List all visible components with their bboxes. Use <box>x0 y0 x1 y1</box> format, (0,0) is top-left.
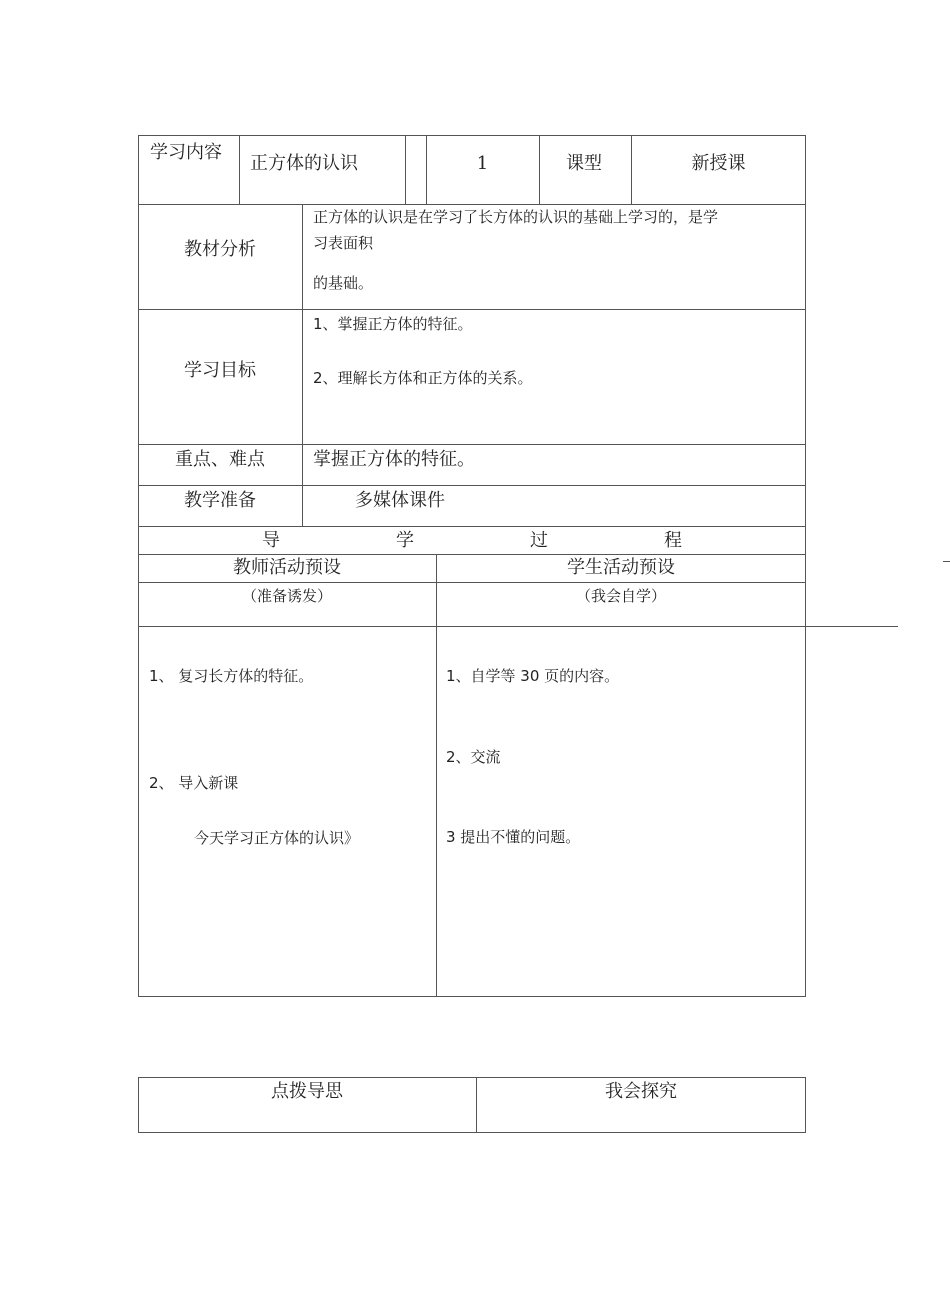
process-title-char-3: 过 <box>530 530 548 551</box>
goal-item-2: 2、理解长方体和正方体的关系。 <box>313 369 533 387</box>
stray-mark <box>943 561 950 562</box>
label-learning-goals: 学习目标 <box>184 360 256 381</box>
label-learning-content: 学习内容 <box>150 142 222 163</box>
guidance-right-header: 我会探究 <box>605 1081 677 1102</box>
goal-item-1: 1、掌握正方体的特征。 <box>313 315 473 333</box>
student-item-2: 2、交流 <box>446 748 501 766</box>
label-lesson-type: 课型 <box>566 153 602 174</box>
process-title-char-2: 学 <box>396 530 414 551</box>
teacher-item-3: 今天学习正方体的认识》 <box>194 829 360 847</box>
key-points-value: 掌握正方体的特征。 <box>313 449 475 470</box>
teacher-activity-header: 教师活动预设 <box>233 557 341 578</box>
teacher-item-2: 2、 导入新课 <box>149 774 239 792</box>
process-title-char-4: 程 <box>664 530 682 551</box>
student-activity-header: 学生活动预设 <box>567 557 675 578</box>
label-teaching-preparation: 教学准备 <box>184 490 256 511</box>
analysis-line-3: 的基础。 <box>313 274 374 292</box>
process-title-char-1: 导 <box>262 530 280 551</box>
preparation-value: 多媒体课件 <box>355 490 445 511</box>
guidance-left-header: 点拨导思 <box>271 1081 343 1102</box>
lesson-type-value: 新授课 <box>691 153 746 174</box>
analysis-line-2: 习表面积 <box>313 234 374 252</box>
student-subheader: （我会自学） <box>575 587 666 605</box>
teacher-subheader: （准备诱发） <box>241 587 332 605</box>
label-material-analysis: 教材分析 <box>184 239 256 260</box>
analysis-line-1: 正方体的认识是在学习了长方体的认识的基础上学习的，是学 <box>313 208 719 226</box>
topic-value: 正方体的认识 <box>250 153 358 174</box>
lesson-number: 1 <box>476 153 489 174</box>
teacher-item-1: 1、 复习长方体的特征。 <box>149 667 314 685</box>
label-key-points: 重点、难点 <box>175 449 265 470</box>
student-item-3: 3 提出不懂的问题。 <box>446 828 581 846</box>
student-item-1: 1、自学等 30 页的内容。 <box>446 667 620 685</box>
